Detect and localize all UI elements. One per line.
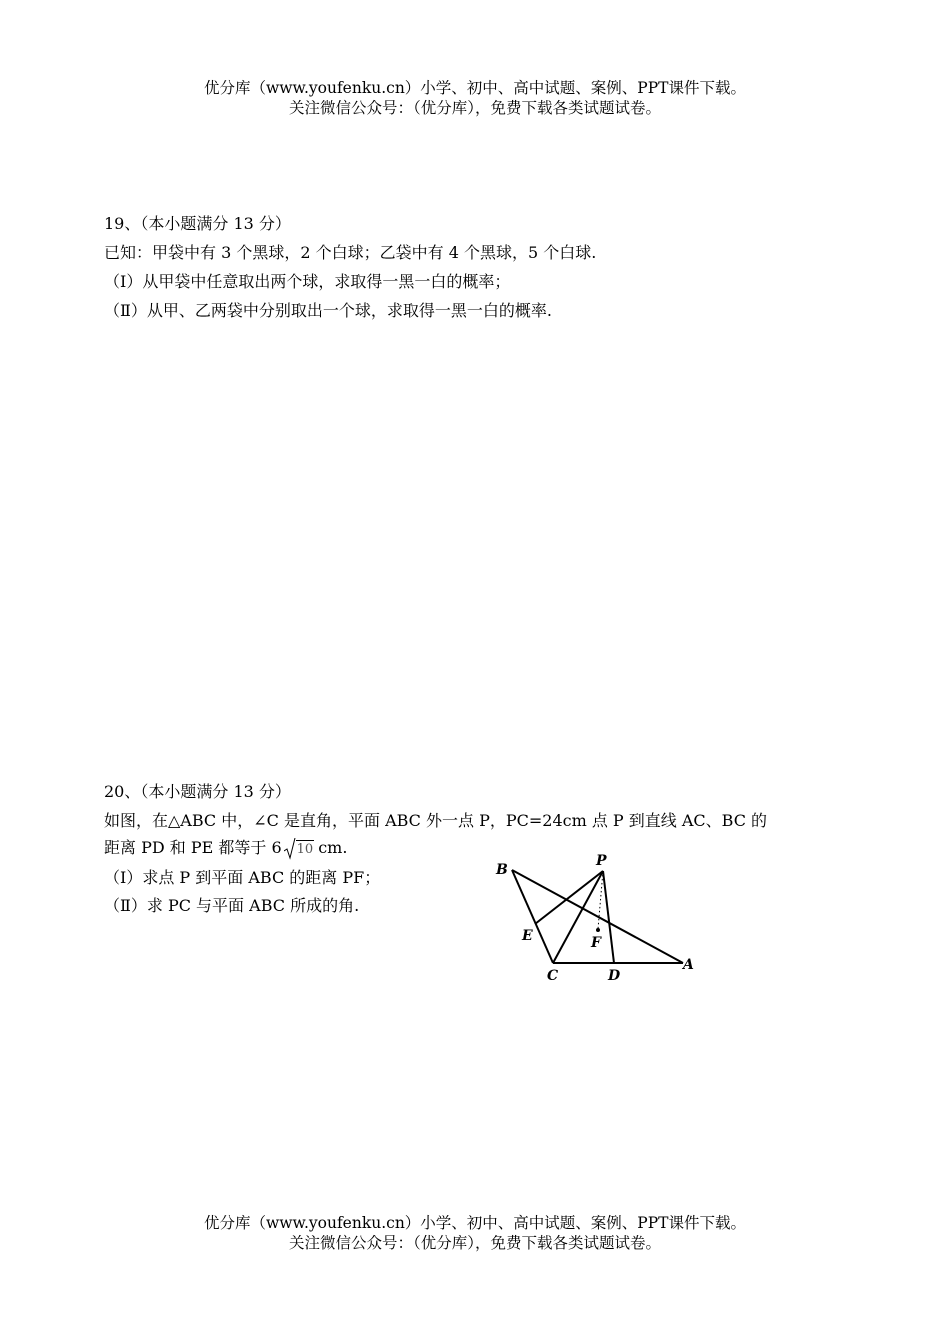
- label-D: D: [608, 968, 621, 984]
- edge-PD: [603, 871, 614, 963]
- label-B: B: [496, 862, 508, 878]
- q20-part-2: （Ⅱ）求 PC 与平面 ABC 所成的角.: [104, 896, 360, 915]
- edge-PE: [535, 871, 603, 924]
- q19-part-2: （Ⅱ）从甲、乙两袋中分别取出一个球，求取得一黑一白的概率.: [104, 301, 552, 320]
- q20-title: 20、（本小题满分 13 分）: [104, 782, 291, 801]
- label-C: C: [547, 968, 559, 984]
- edge-BC: [512, 870, 553, 963]
- header-line-2: 关注微信公众号：（优分库），免费下载各类试题试卷。: [288, 99, 661, 117]
- q19-part-1: （Ⅰ）从甲袋中任意取出两个球，求取得一黑一白的概率；: [104, 272, 511, 291]
- point-F: [596, 928, 600, 932]
- q20-part-1: （Ⅰ）求点 P 到平面 ABC 的距离 PF；: [104, 868, 381, 887]
- q20-line-2-text: 距离 PD 和 PE 都等于 6: [104, 838, 282, 857]
- footer-line-2: 关注微信公众号：（优分库），免费下载各类试题试卷。: [288, 1234, 661, 1252]
- sqrt-expression: [284, 836, 315, 860]
- geometry-figure: [490, 848, 710, 988]
- q19-title: 19、（本小题满分 13 分）: [104, 214, 291, 233]
- sqrt-radicand: 10: [296, 842, 314, 857]
- q20-line-2: [104, 836, 347, 860]
- q20-line-2-unit: cm.: [318, 838, 348, 857]
- footer-line-1: 优分库（www.youfenku.cn）小学、初中、高中试题、案例、PPT课件下载。: [203, 1214, 747, 1232]
- label-E: E: [522, 928, 533, 944]
- q20-line-1: 如图，在△ABC 中，∠C 是直角，平面 ABC 外一点 P，PC=24cm 点 P 到直线 AC、BC 的: [104, 811, 768, 830]
- radical-sign: [284, 838, 296, 860]
- q19-given: 已知：甲袋中有 3 个黑球，2 个白球；乙袋中有 4 个黑球，5 个白球.: [104, 243, 597, 262]
- header-line-1: 优分库（www.youfenku.cn）小学、初中、高中试题、案例、PPT课件下载。: [203, 79, 747, 97]
- label-F: F: [591, 935, 601, 951]
- label-P: P: [596, 853, 607, 869]
- label-A: A: [683, 957, 694, 973]
